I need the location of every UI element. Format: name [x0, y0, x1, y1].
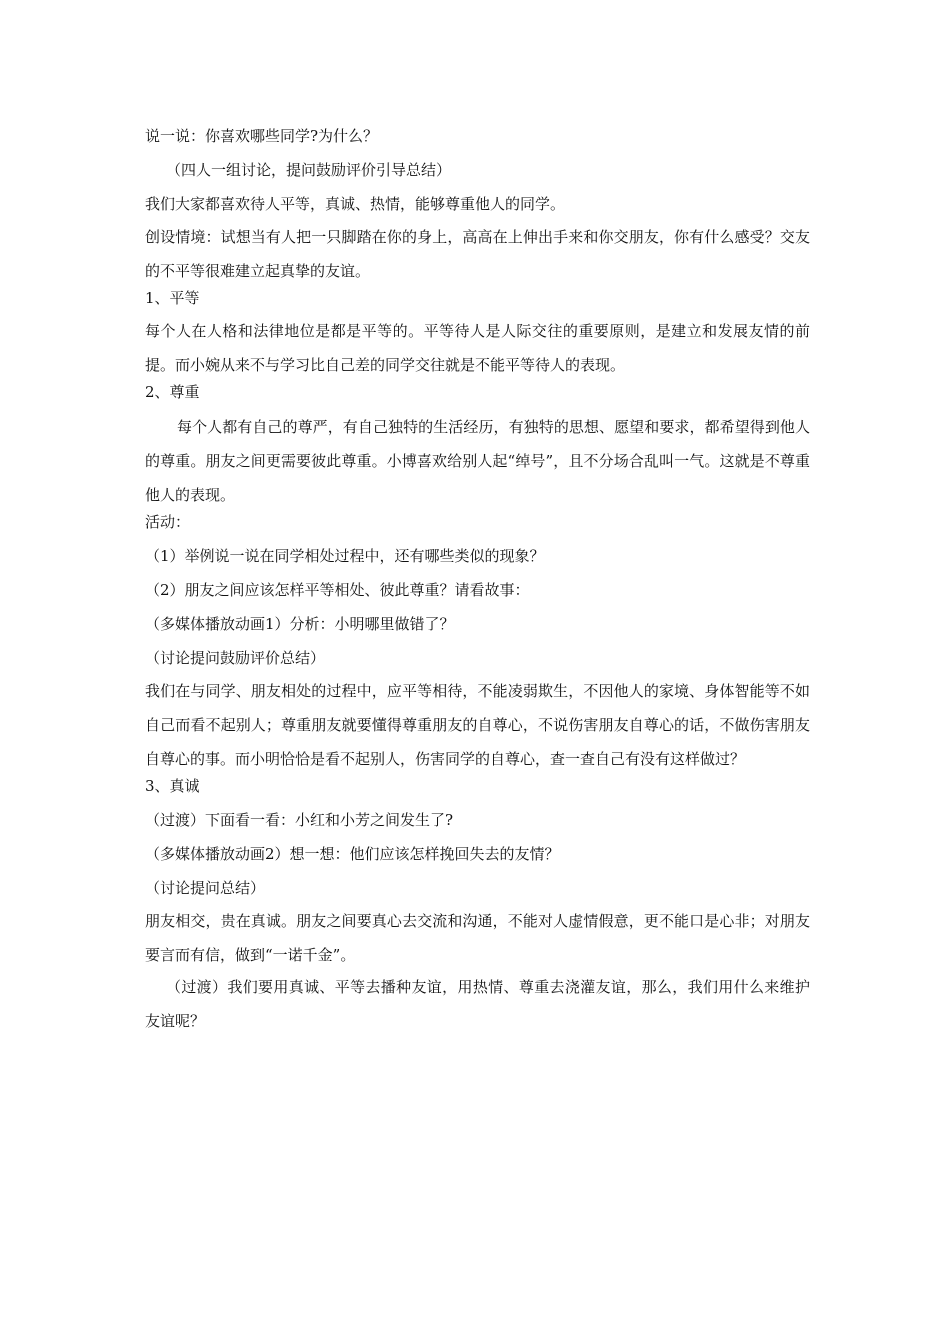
paragraph: 说一说：你喜欢哪些同学?为什么？ — [145, 127, 379, 145]
list-item: （1）举例说一说在同学相处过程中，还有哪些类似的现象？ — [145, 547, 545, 565]
paragraph: （过渡）我们要用真诚、平等去播种友谊，用热情、尊重去浇灌友谊，那么，我们用什么来维护友谊呢？ — [145, 978, 810, 1030]
paragraph: 活动： — [145, 513, 191, 531]
paragraph: （多媒体播放动画2）想一想：他们应该怎样挽回失去的友情？ — [145, 845, 560, 863]
paragraph: 每个人在人格和法律地位是都是平等的。平等待人是人际交往的重要原则，是建立和发展友情的前提。而小婉从来不与学习比自己差的同学交往就是不能平等待人的表现。 — [145, 322, 810, 374]
paragraph: 我们在与同学、朋友相处的过程中，应平等相待，不能凌弱欺生，不因他人的家境、身体智能等不如自己而看不起别人；尊重朋友就要懂得尊重朋友的自尊心，不说伤害朋友自尊心的话，不做伤害朋友自尊心的事。而小明恰恰是看不起别人，伤害同学的自尊心，查一查自己有没有这样做过？ — [145, 682, 810, 768]
document-page — [145, 124, 810, 1038]
section-heading: 3、真诚 — [145, 777, 200, 795]
paragraph: 朋友相交，贵在真诚。朋友之间要真心去交流和沟通，不能对人虚情假意，更不能口是心非；对朋友要言而有信，做到“一诺千金”。 — [145, 912, 810, 964]
paragraph: 创设情境：试想当有人把一只脚踏在你的身上，高高在上伸出手来和你交朋友，你有什么感受？交友的不平等很难建立起真挚的友谊。 — [145, 228, 810, 280]
list-item: （2）朋友之间应该怎样平等相处、彼此尊重？请看故事： — [145, 581, 530, 599]
section-heading: 2、尊重 — [145, 383, 200, 401]
paragraph: （过渡）下面看一看：小红和小芳之间发生了? — [145, 811, 454, 829]
section-heading: 1、平等 — [145, 289, 200, 307]
paragraph: （四人一组讨论，提问鼓励评价引导总结） — [166, 161, 452, 179]
paragraph: 每个人都有自己的尊严，有自己独特的生活经历，有独特的思想、愿望和要求，都希望得到他人的尊重。朋友之间更需要彼此尊重。小博喜欢给别人起“绰号”，且不分场合乱叫一气。这就是不尊重他人的表现。 — [145, 418, 810, 504]
paragraph: （讨论提问鼓励评价总结） — [145, 649, 326, 667]
paragraph: 我们大家都喜欢待人平等，真诚、热情，能够尊重他人的同学。 — [145, 195, 566, 213]
paragraph: （多媒体播放动画1）分析：小明哪里做错了？ — [145, 615, 455, 633]
paragraph: （讨论提问总结） — [145, 879, 266, 897]
